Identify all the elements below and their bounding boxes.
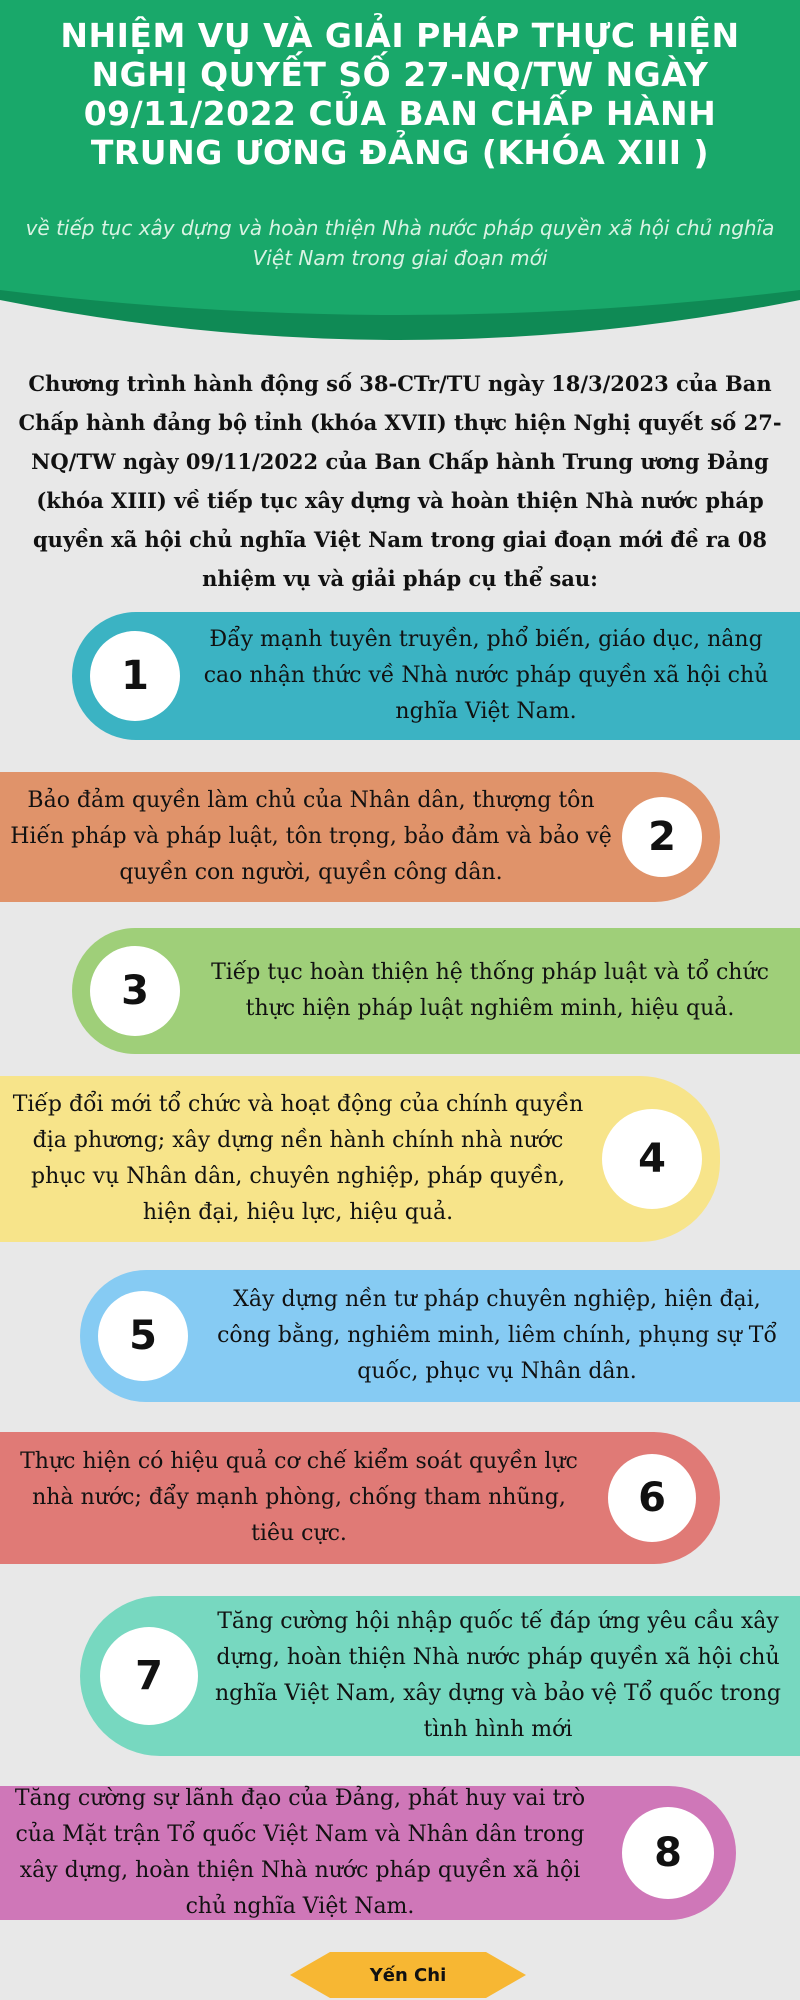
header-banner	[0, 0, 800, 340]
task-number-badge: 3	[90, 946, 180, 1036]
task-text: Tăng cường sự lãnh đạo của Đảng, phát huy vai trò của Mặt trận Tổ quốc Việt Nam và Nhân dân trong xây dựng, hoàn thiện Nhà nước pháp quyền xã hội chủ nghĩa Việt Nam.	[14, 1786, 586, 1919]
task-item-1	[72, 612, 800, 740]
task-text: Thực hiện có hiệu quả cơ chế kiểm soát quyền lực nhà nước; đẩy mạnh phòng, chống tham nhũng, tiêu cực.	[20, 1449, 578, 1546]
page-title: NHIỆM VỤ VÀ GIẢI PHÁP THỰC HIỆN NGHỊ QUYẾT SỐ 27-NQ/TW NGÀY 09/11/2022 CỦA BAN CHẤP HÀNH TRUNG ƯƠNG ĐẢNG (KHÓA XIII )	[60, 16, 740, 172]
task-number-badge: 1	[90, 631, 180, 721]
author-name: Yến Chi	[369, 1964, 447, 1986]
task-item-8	[0, 1786, 736, 1920]
task-text: Tăng cường hội nhập quốc tế đáp ứng yêu cầu xây dựng, hoàn thiện Nhà nước pháp quyền xã hội chủ nghĩa Việt Nam, xây dựng và bảo vệ Tổ quốc trong tình hình mới	[214, 1609, 782, 1742]
task-item-5	[80, 1270, 800, 1402]
task-item-6	[0, 1432, 720, 1564]
task-number-badge: 6	[608, 1454, 696, 1542]
author-badge	[290, 1952, 526, 1998]
task-text: Tiếp tục hoàn thiện hệ thống pháp luật và tổ chức thực hiện pháp luật nghiêm minh, hiệu quả.	[211, 960, 769, 1021]
task-item-7	[80, 1596, 800, 1756]
task-text: Tiếp đổi mới tổ chức và hoạt động của chính quyền địa phương; xây dựng nền hành chính nhà nước phục vụ Nhân dân, chuyên nghiệp, pháp quyền, hiện đại, hiệu lực, hiệu quả.	[12, 1092, 584, 1225]
task-item-3	[72, 928, 800, 1054]
task-number-badge: 8	[622, 1807, 714, 1899]
task-item-4	[0, 1076, 720, 1242]
task-number-badge: 7	[100, 1627, 198, 1725]
task-number-badge: 2	[622, 797, 702, 877]
task-item-2	[0, 772, 720, 902]
task-text: Xây dựng nền tư pháp chuyên nghiệp, hiện đại, công bằng, nghiêm minh, liêm chính, phụng sự Tổ quốc, phục vụ Nhân dân.	[217, 1287, 777, 1384]
intro-paragraph: Chương trình hành động số 38-CTr/TU ngày 18/3/2023 của Ban Chấp hành đảng bộ tỉnh (khóa XVII) thực hiện Nghị quyết số 27-NQ/TW ngày 09/11/2022 của Ban Chấp hành Trung ương Đảng (khóa XIII) về tiếp tục xây dựng và hoàn thiện Nhà nước pháp quyền xã hội chủ nghĩa Việt Nam trong giai đoạn mới đề ra 08 nhiệm vụ và giải pháp cụ thể sau:	[18, 371, 782, 591]
task-number-badge: 4	[602, 1109, 702, 1209]
task-number-badge: 5	[98, 1291, 188, 1381]
page-subtitle: về tiếp tục xây dựng và hoàn thiện Nhà nước pháp quyền xã hội chủ nghĩa Việt Nam trong giai đoạn mới	[25, 216, 775, 270]
task-text: Bảo đảm quyền làm chủ của Nhân dân, thượng tôn Hiến pháp và pháp luật, tôn trọng, bảo đảm và bảo vệ quyền con người, quyền công dân.	[10, 788, 612, 885]
task-text: Đẩy mạnh tuyên truyền, phổ biến, giáo dục, nâng cao nhận thức về Nhà nước pháp quyền xã hội chủ nghĩa Việt Nam.	[203, 627, 769, 724]
